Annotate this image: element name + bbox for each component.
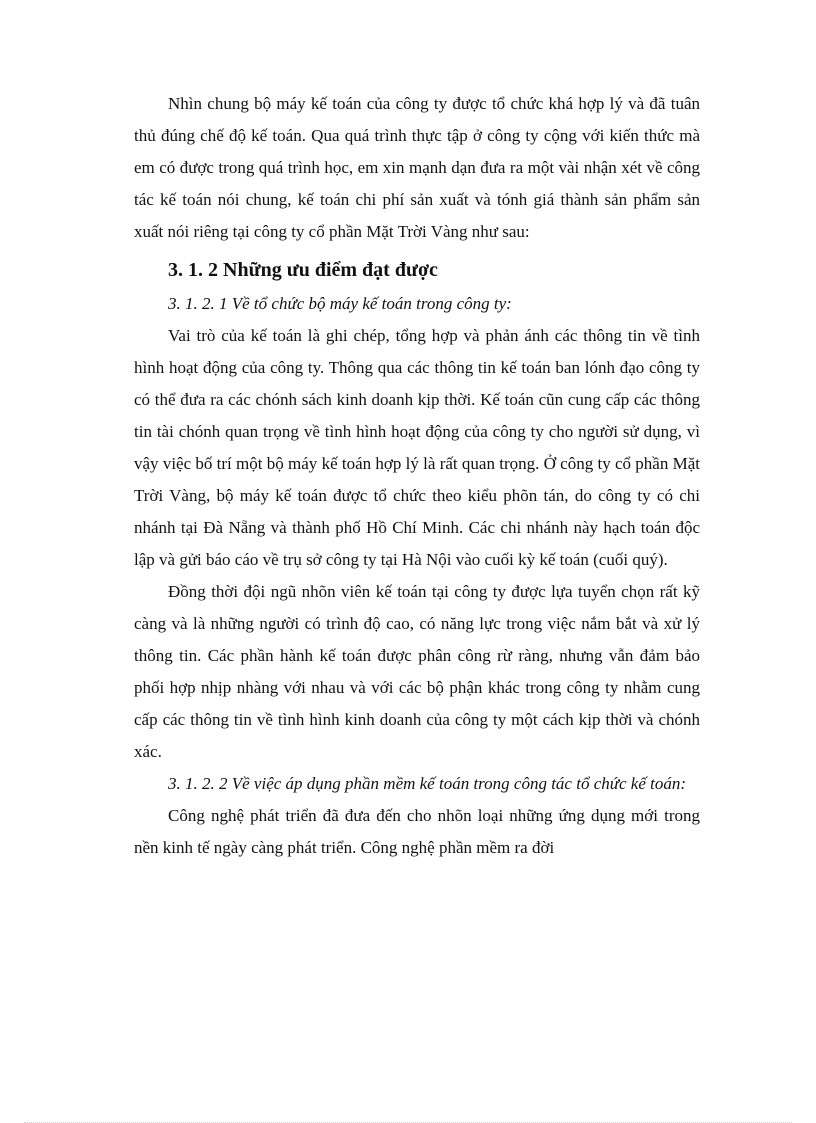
document-body [134,88,700,864]
section-heading: 3. 1. 2 Những ưu điểm đạt được [168,259,438,281]
subsection-heading-1: 3. 1. 2. 1 Về tổ chức bộ máy kế toán trong công ty: [168,294,512,313]
body-paragraph-2: Đồng thời đội ngũ nhõn viên kế toán tại công ty được lựa tuyển chọn rất kỹ càng và là những người có trình độ cao, có năng lực trong việc nắm bắt và xử lý thông tin. Các phần hành kế toán được phân công rừ ràng, nhưng vẫn đảm bảo phối hợp nhịp nhàng với nhau và với các bộ phận khác trong công ty nhằm cung cấp các thông tin về tình hình kinh doanh của công ty một cách kịp thời và chónh xác. [134,582,700,761]
body-paragraph-1: Vai trò của kế toán là ghi chép, tổng hợp và phản ánh các thông tin về tình hình hoạt động của công ty. Thông qua các thông tin kế toán ban lónh đạo công ty có thể đưa ra các chónh sách kinh doanh kịp thời. Kế toán cũn cung cấp các thông tin tài chónh quan trọng về tình hình hoạt động của công ty cho người sử dụng, vì vậy việc bố trí một bộ máy kế toán hợp lý là rất quan trọng. Ở công ty cổ phần Mặt Trời Vàng, bộ máy kế toán được tổ chức theo kiểu phõn tán, do công ty có chi nhánh tại Đà Nẵng và thành phố Hồ Chí Minh. Các chi nhánh này hạch toán độc lập và gửi báo cáo về trụ sở công ty tại Hà Nội vào cuối kỳ kế toán (cuối quý). [134,326,700,569]
body-paragraph-3: Công nghệ phát triển đã đưa đến cho nhõn loại những ứng dụng mới trong nền kinh tế ngày càng phát triển. Công nghệ phần mềm ra đời [134,806,700,857]
intro-paragraph: Nhìn chung bộ máy kế toán của công ty được tổ chức khá hợp lý và đã tuân thủ đúng chế độ kế toán. Qua quá trình thực tập ở công ty cộng với kiến thức mà em có được trong quá trình học, em xin mạnh dạn đưa ra một vài nhận xét về công tác kế toán nói chung, kế toán chi phí sản xuất và tónh giá thành sản phẩm sản xuất nói riêng tại công ty cổ phần Mặt Trời Vàng như sau: [134,94,700,241]
subsection-heading-2: 3. 1. 2. 2 Về việc áp dụng phần mềm kế toán trong công tác tổ chức kế toán: [168,774,687,793]
